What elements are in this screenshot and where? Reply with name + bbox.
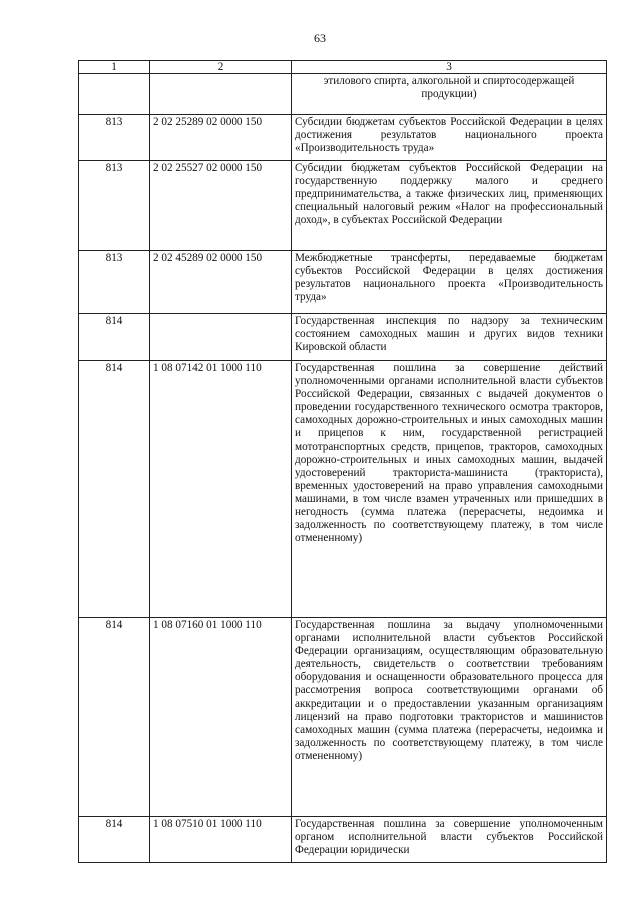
revenue-code-cell: 2 02 25289 02 0000 150 (150, 115, 292, 161)
revenue-code-cell (150, 314, 292, 361)
revenue-code-cell: 1 08 07510 01 1000 110 (150, 817, 292, 863)
revenue-code-cell: 1 08 07142 01 1000 110 (150, 361, 292, 618)
table-row (79, 161, 607, 251)
description-cell: Субсидии бюджетам субъектов Российской Федерации на государственную поддержку малого и среднего предпринимательства, а также физических лиц, применяющих специальный налоговый режим «Налог на профессиональный доход», в субъектах Российской Федерации (292, 161, 607, 251)
description-cell: Государственная пошлина за совершение уполномоченным органом исполнительной власти субъектов Российской Федерации юридически (292, 817, 607, 863)
description-cell: Государственная пошлина за выдачу уполномоченными органами исполнительной власти субъектов Российской Федерации организациям, осуществляющим образовательную деятельность, свидетельств о соответствии требованиям оборудования и оснащенности образовательного процесса для рассмотрения вопроса соответствующими органами об аккредитации и о предоставлении указанным организациям лицензий на право подготовки трактористов и машинистов самоходных машин (сумма платежа (перерасчеты, недоимка и задолженность по соответствующему платежу, в том числе отмененному) (292, 618, 607, 817)
description-cell: Межбюджетные трансферты, передаваемые бюджетам субъектов Российской Федерации в целях достижения результатов национального проекта «Производительность труда» (292, 251, 607, 314)
description-cell: Государственная пошлина за совершение действий уполномоченными органами исполнительной власти субъектов Российской Федерации, связанных с выдачей документов о проведении государственного технического осмотра тракторов, самоходных дорожно-строительных и иных самоходных машин и прицепов к ним, государственной регистрацией мототранспортных средств, прицепов, тракторов, самоходных дорожно-строительных и иных самоходных машин, выдачей удостоверений тракториста-машиниста (тракториста), временных удостоверений на право управления самоходными машинами, в том числе взамен утраченных или пришедших в негодность (сумма платежа (перерасчеты, недоимка и задолженность по соответствующему платежу, в том числе отмененному) (292, 361, 607, 618)
page-number: 63 (314, 31, 326, 45)
admin-code-cell: 814 (79, 618, 150, 817)
table-row (79, 251, 607, 314)
revenue-code-cell (150, 74, 292, 115)
admin-code-cell: 814 (79, 314, 150, 361)
column-header: 1 (79, 61, 150, 74)
description-cell: Субсидии бюджетам субъектов Российской Федерации в целях достижения результатов национального проекта «Производительность труда» (292, 115, 607, 161)
admin-code-cell: 814 (79, 361, 150, 618)
column-header: 3 (292, 61, 607, 74)
column-header: 2 (150, 61, 292, 74)
admin-code-cell: 813 (79, 161, 150, 251)
budget-codes-table (78, 60, 607, 863)
admin-code-cell: 814 (79, 817, 150, 863)
description-cell: этилового спирта, алкогольной и спиртосодержащей продукции) (292, 74, 607, 115)
admin-code-cell (79, 74, 150, 115)
table-row (79, 115, 607, 161)
revenue-code-cell: 1 08 07160 01 1000 110 (150, 618, 292, 817)
table-row (79, 74, 607, 115)
revenue-code-cell: 2 02 25527 02 0000 150 (150, 161, 292, 251)
table-row (79, 817, 607, 863)
table-row (79, 361, 607, 618)
table-row (79, 314, 607, 361)
admin-code-cell: 813 (79, 115, 150, 161)
revenue-code-cell: 2 02 45289 02 0000 150 (150, 251, 292, 314)
table-row (79, 618, 607, 817)
description-cell: Государственная инспекция по надзору за техническим состоянием самоходных машин и других видов техники Кировской области (292, 314, 607, 361)
header-row (79, 61, 607, 74)
admin-code-cell: 813 (79, 251, 150, 314)
